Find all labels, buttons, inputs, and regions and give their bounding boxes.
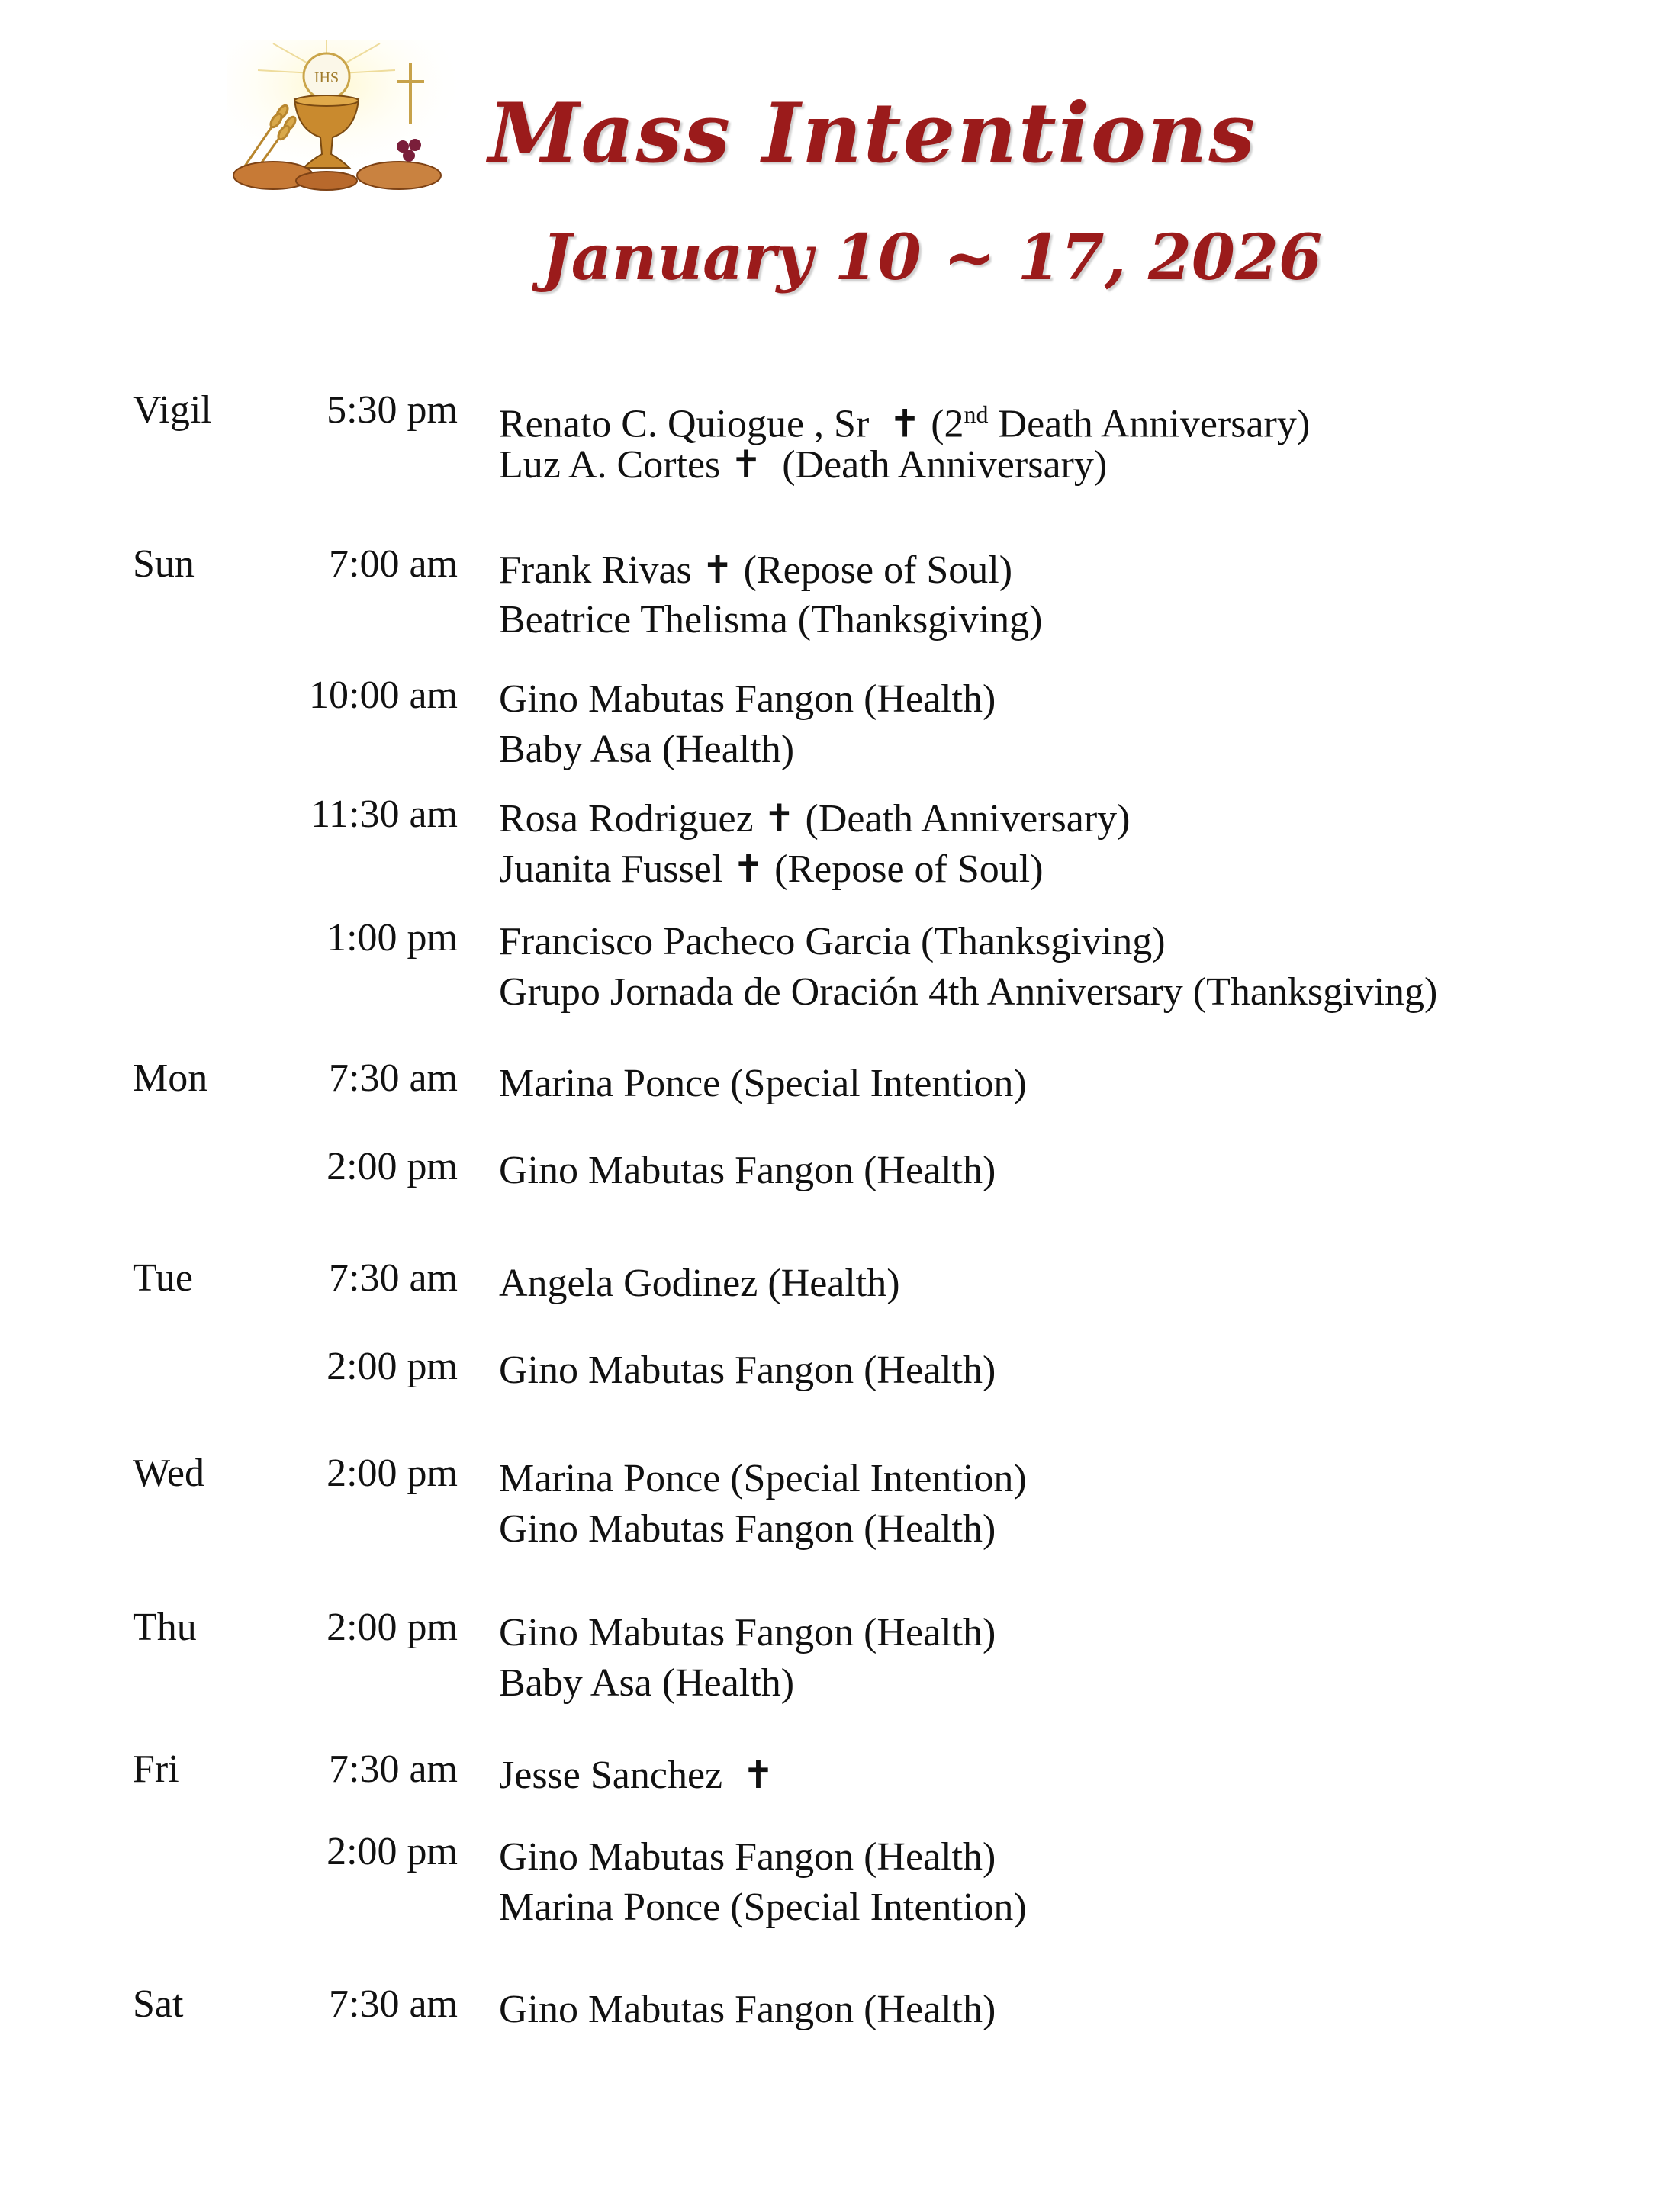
mass-time: 10:00 am (309, 674, 458, 717)
mass-time: 2:00 pm (327, 1830, 458, 1873)
mass-time: 7:30 am (329, 1256, 458, 1300)
intention-line: Marina Ponce (Special Intention) (499, 1886, 1027, 1929)
intention-list (499, 1146, 996, 1196)
intention-list (499, 389, 1310, 490)
intention-line: Baby Asa (Health) (499, 1661, 795, 1705)
intention-list (499, 1832, 1027, 1933)
intention-line: Gino Mabutas Fangon (Health) (499, 677, 996, 721)
intention-list (499, 793, 1130, 894)
intention-line: Jesse Sanchez ✝ (499, 1753, 775, 1797)
intention-line: Grupo Jornada de Oración 4th Anniversary (Thanksgiving) (499, 970, 1438, 1014)
intention-list (499, 1454, 1027, 1555)
cross-icon: ✝ (732, 847, 765, 891)
intention-list (499, 917, 1437, 1018)
day-label: Wed (133, 1452, 204, 1495)
intention-list (499, 1985, 996, 2035)
mass-time: 2:00 pm (327, 1606, 458, 1649)
intention-line: Beatrice Thelisma (Thanksgiving) (499, 598, 1043, 641)
intention-line: Rosa Rodriguez ✝ (Death Anniversary) (499, 796, 1131, 841)
intention-line: Luz A. Cortes ✝ (Death Anniversary) (499, 442, 1108, 487)
intention-line: Francisco Pacheco Garcia (Thanksgiving) (499, 920, 1166, 963)
mass-time: 7:30 am (329, 1747, 458, 1791)
mass-time: 11:30 am (310, 793, 458, 836)
intention-list (499, 1346, 996, 1396)
day-label: Mon (133, 1056, 208, 1100)
mass-time: 7:30 am (329, 1982, 458, 2026)
intention-line: Gino Mabutas Fangon (Health) (499, 1149, 996, 1192)
intention-line: Gino Mabutas Fangon (Health) (499, 1349, 996, 1392)
day-label: Sat (133, 1982, 184, 2026)
intention-list (499, 545, 1042, 645)
day-label: Vigil (133, 388, 212, 432)
intention-line: Gino Mabutas Fangon (Health) (499, 1988, 996, 2031)
cross-icon: ✝ (763, 796, 796, 841)
host-monogram: IHS (314, 69, 339, 86)
day-label: Fri (133, 1747, 179, 1791)
mass-time: 1:00 pm (327, 916, 458, 960)
mass-time: 2:00 pm (327, 1345, 458, 1388)
intention-line: Renato C. Quiogue , Sr ✝ (2nd Death Anniversary) (499, 400, 1311, 446)
intention-line: Frank Rivas ✝ (Repose of Soul) (499, 548, 1013, 592)
mass-time: 7:00 am (329, 542, 458, 586)
intention-list (499, 1750, 774, 1800)
day-label: Thu (133, 1606, 197, 1649)
intention-line: Angela Godinez (Health) (499, 1262, 900, 1305)
intention-line: Marina Ponce (Special Intention) (499, 1457, 1027, 1500)
intention-list (499, 674, 996, 775)
mass-time: 2:00 pm (327, 1452, 458, 1495)
intention-line: Marina Ponce (Special Intention) (499, 1062, 1027, 1105)
intention-line: Gino Mabutas Fangon (Health) (499, 1611, 996, 1654)
intention-list (499, 1059, 1027, 1109)
cross-icon: ✝ (701, 548, 734, 592)
intention-line: Gino Mabutas Fangon (Health) (499, 1835, 996, 1879)
intention-list (499, 1259, 900, 1309)
mass-time: 2:00 pm (327, 1145, 458, 1188)
mass-time: 7:30 am (329, 1056, 458, 1100)
date-range: January 10 ~ 17, 2026 (542, 221, 1323, 294)
mass-time: 5:30 pm (327, 388, 458, 432)
cross-icon: ✝ (889, 401, 922, 446)
chalice-logo (227, 40, 456, 192)
day-label: Tue (133, 1256, 194, 1300)
intention-line: Baby Asa (Health) (499, 728, 795, 771)
intention-list (499, 1608, 996, 1709)
page-title: Mass Intentions (488, 85, 1257, 182)
cross-icon: ✝ (742, 1753, 775, 1797)
intention-line: Juanita Fussel ✝ (Repose of Soul) (499, 847, 1044, 891)
cross-icon: ✝ (730, 442, 763, 487)
day-label: Sun (133, 542, 195, 586)
intention-line: Gino Mabutas Fangon (Health) (499, 1507, 996, 1551)
